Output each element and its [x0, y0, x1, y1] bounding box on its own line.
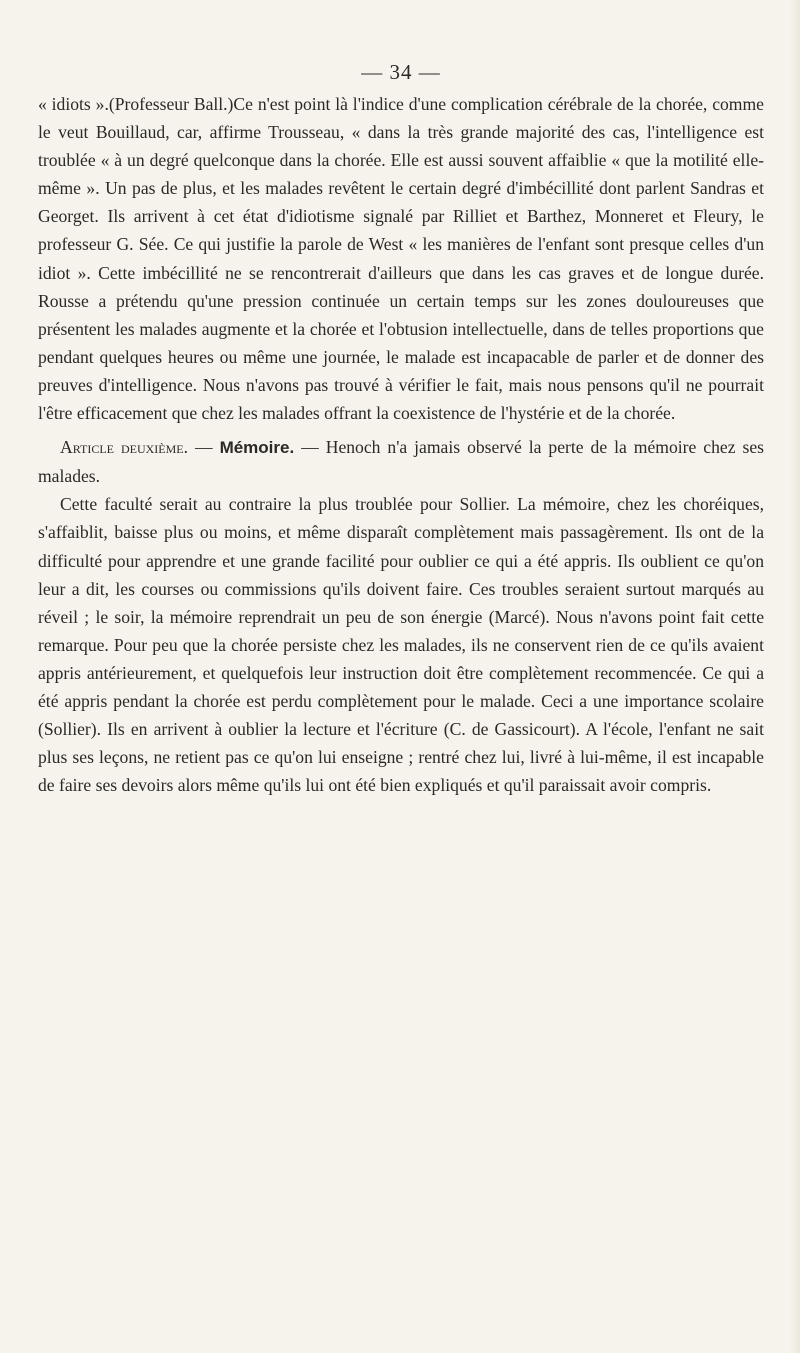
paragraph-memory: Cette faculté serait au contraire la plus troublée pour Sollier. La mémoire, chez les choréiques, s'affaiblit, baisse plus ou moins, et même disparaît complètement mais passagèrement. Ils ont de la difficulté pour apprendre et une grande facilité pour oublier ce qui a été appris. Ils oublient ce qu'on leur a dit, les courses ou commissions qu'ils doivent faire. Ces troubles seraient surtout marqués au réveil ; le soir, la mémoire reprendrait un peu de son énergie (Marcé). Nous n'avons point fait cette remarque. Pour peu que la chorée persiste chez les malades, ils ne conservent rien de ce qu'ils avaient appris antérieurement, et quelquefois leur instruction doit être complètement recommencée. Ce qui a été appris pendant la chorée est perdu complètement pour le malade. Ceci a une importance scolaire (Sollier). Ils en arrivent à oublier la lecture et l'écriture (C. de Gassicourt). A l'école, l'enfant ne sait plus ses leçons, ne retient pas ce qu'on lui enseigne ; rentré chez lui, livré à lui-même, il est incapable de faire ses devoirs alors même qu'ils lui ont été bien expliqués et qu'il paraissait avoir compris. — [38, 494, 764, 796]
paragraph-henoch: — Henoch n'a jamais observé la perte de la mémoire chez ses malades. — [38, 437, 765, 487]
page-edge-shadow — [790, 0, 800, 1353]
paragraph-article-heading — [38, 433, 764, 490]
book-page — [38, 60, 764, 799]
article-dash: — — [188, 437, 220, 458]
paragraph-intelligence: « idiots ».(Professeur Ball.)Ce n'est point là l'indice d'une complication cérébrale de la chorée, comme le veut Bouillaud, car, affirme Trousseau, « dans la très grande majorité des cas, l'intelligence est troublée « à un degré quelconque dans la chorée. Elle est aussi souvent affaiblie « que la motilité elle-même ». Un pas de plus, et les malades revêtent le certain degré d'imbécillité dont parlent Sandras et Georget. Ils arrivent à cet état d'idiotisme signalé par Rilliet et Barthez, Monneret et Fleury, le professeur G. Sée. Ce qui justifie la parole de West « les manières de l'enfant sont presque celles d'un idiot ». Cette imbécillité ne se rencontrerait d'ailleurs que dans les cas graves et de longue durée. Rousse a prétendu qu'une pression continuée un certain temps sur les zones douloureuses que présentent les malades augmente et la chorée et l'obtusion intellectuelle, dans de telles proportions que pendant quelques heures ou même une journée, le malade est incapacable de parler et de donner des preuves d'intelligence. Nous n'avons pas trouvé à vérifier le fait, mais nous pensons qu'il ne pourrait l'être efficacement que chez les malades offrant la coexistence de l'hystérie et de la chorée. — [38, 94, 764, 424]
article-label: Article deuxième. — [60, 437, 189, 458]
section-title-memoire: Mémoire. — [219, 438, 295, 458]
page-number: — 34 — — [361, 60, 441, 84]
